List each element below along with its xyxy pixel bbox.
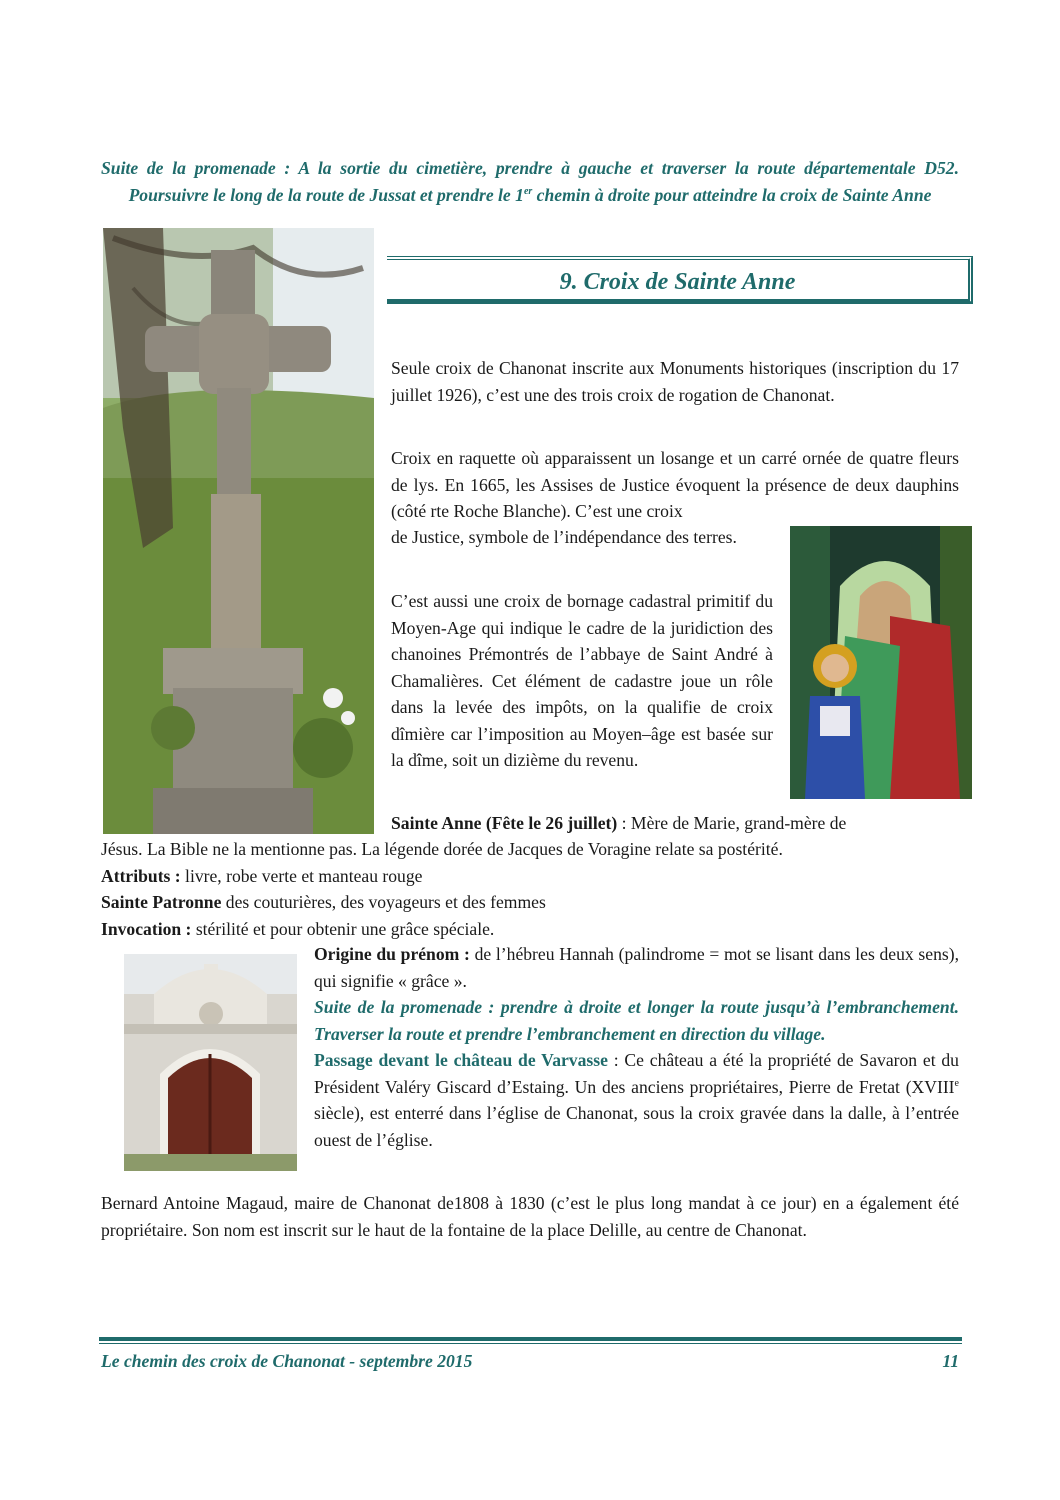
footer-title: Le chemin des croix de Chanonat - septembre 2015 — [101, 1351, 473, 1371]
sainte-anne-details — [101, 836, 959, 942]
stained-glass-illustration — [790, 526, 972, 799]
sainte-anne-description: Jésus. La Bible ne la mentionne pas. La légende dorée de Jacques de Voragine relate sa postérité. — [101, 839, 783, 859]
sainte-anne-line: Sainte Anne (Fête le 26 juillet) : Mère de Marie, grand-mère de — [391, 813, 847, 833]
origine-paragraph: Origine du prénom : de l’hébreu Hannah (palindrome = mot se lisant dans les deux sens), qui signifie « grâce ». — [314, 944, 959, 991]
patronne-line: Sainte Patronne des couturières, des voyageurs et des femmes — [101, 892, 546, 912]
attributs-line: Attributs : livre, robe verte et manteau rouge — [101, 865, 423, 886]
paragraph-bornage: C’est aussi une croix de bornage cadastral primitif du Moyen-Age qui indique le cadre de la juridiction des chanoines Prémontrés de l’abbaye de Saint André à Chamalières. Cet élément de cadastre joue un rôle dans la levée des impôts, on la qualifie de croix dîmière car l’imposition au Moyen–âge est basée sur la dîme, soit un dizième du revenu. — [391, 591, 773, 770]
page-number: 11 — [942, 1351, 959, 1371]
section-title-box — [387, 256, 973, 304]
footer-rule — [99, 1337, 962, 1344]
stained-glass-photo — [790, 526, 972, 799]
sainte-anne-label: Sainte Anne (Fête le 26 juillet) — [391, 813, 618, 833]
cross-photo-illustration — [103, 228, 374, 834]
paragraph-bernard: Bernard Antoine Magaud, maire de Chanonat de1808 à 1830 (c’est le plus long mandat à ce jour) en a également été propriétaire. Son nom est inscrit sur le haut de la fontaine de la place Delille, au centre de Chanonat. — [101, 1193, 959, 1240]
paragraph-raquette: Croix en raquette où apparaissent un losange et un carré ornée de quatre fleurs de lys. En 1665, les Assises de Justice évoquent la présence de deux dauphins (côté rte Roche Blanche). C’est une croix — [391, 448, 959, 521]
section-title: 9. Croix de Sainte Anne — [559, 269, 796, 295]
cross-photo — [103, 228, 374, 834]
chateau-label: Passage devant le château de Varvasse — [314, 1050, 608, 1070]
origine-label: Origine du prénom : — [314, 944, 470, 964]
paragraph-raquette-continued: de Justice, symbole de l’indépendance des terres. — [391, 527, 737, 547]
origine-chateau-block — [314, 941, 959, 1153]
chateau-paragraph: Passage devant le château de Varvasse : Ce château a été la propriété de Savaron et du Président Valéry Giscard d’Estaing. Un des anciens propriétaires, Pierre de Fretat (XVIIIe siècle), est enterré dans l’église de Chanonat, sous la croix gravée dans la dalle, à l’entrée ouest de l’église. — [314, 1050, 959, 1150]
paragraph-monument: Seule croix de Chanonat inscrite aux Monuments historiques (inscription du 17 juillet 1926), c’est une des trois croix de rogation de Chanonat. — [391, 358, 959, 405]
invocation-line: Invocation : stérilité et pour obtenir une grâce spéciale. — [101, 918, 495, 939]
promenade-directions: Suite de la promenade : prendre à droite et longer la route jusqu’à l’embranchement. Traverser la route et prendre l’embranchement en direction du village. — [314, 997, 959, 1044]
intro-directions: Suite de la promenade : A la sortie du cimetière, prendre à gauche et traverser la route départementale D52. Poursuivre le long de la route de Jussat et prendre le 1er chemin à droite pour atteindre la croix de Sainte Anne — [101, 158, 959, 205]
chateau-gate-illustration — [124, 954, 297, 1171]
chateau-gate-photo — [124, 954, 297, 1171]
